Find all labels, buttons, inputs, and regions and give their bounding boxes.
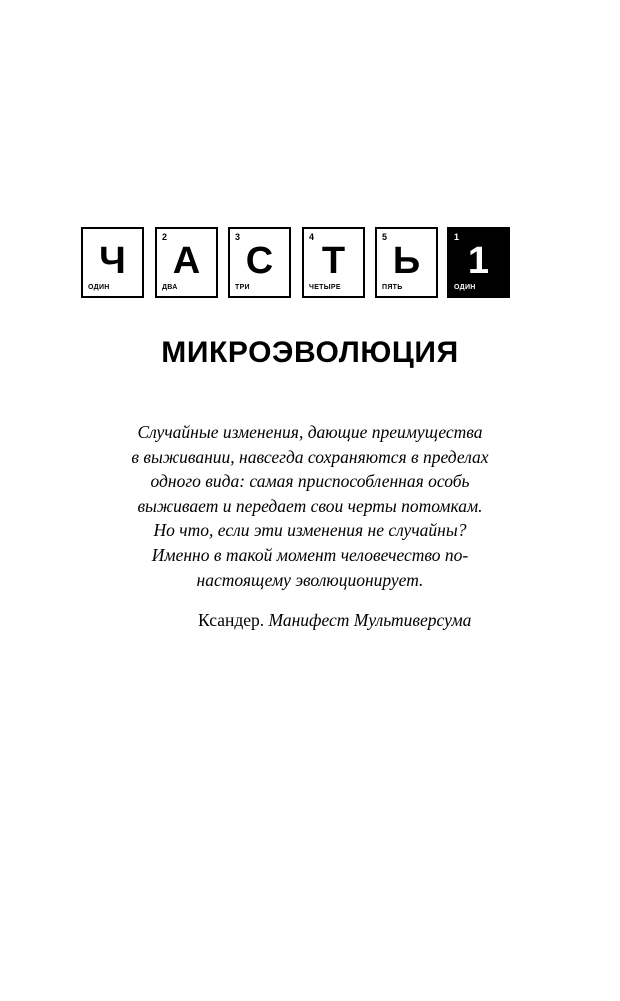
tile-number: 4 <box>309 232 315 242</box>
tile-number: 1 <box>454 232 460 242</box>
tile-number: 5 <box>382 232 388 242</box>
tile-letter-soft-sign <box>375 227 438 298</box>
epigraph-line: в выживании, навсегда сохраняются в пределах <box>131 446 489 467</box>
tile-number: 2 <box>162 232 168 242</box>
part-title-tiles <box>81 227 511 302</box>
tile-letter: 1 <box>467 240 490 282</box>
tile-word: ПЯТЬ <box>382 284 403 291</box>
epigraph-line: Именно в такой момент человечество по- <box>151 544 469 565</box>
epigraph-line: Но что, если эти изменения не случайны? <box>153 520 467 541</box>
tile-letter: С <box>245 240 274 282</box>
tile-letter-t <box>302 227 365 298</box>
tile-letter: Ь <box>392 240 421 282</box>
tile-letter: Ч <box>99 240 126 282</box>
tile-letter-ch <box>81 227 144 298</box>
attribution-work: Манифест Мультиверсума <box>268 610 472 630</box>
epigraph-line: одного вида: самая приспособленная особь <box>150 471 470 492</box>
attribution-author: Ксандер. <box>198 610 265 630</box>
epigraph-attribution <box>198 608 471 632</box>
part-subtitle: МИКРОЭВОЛЮЦИЯ <box>161 336 459 369</box>
epigraph-line: Случайные изменения, дающие преимущества <box>137 422 483 442</box>
tile-letter: Т <box>321 240 346 282</box>
tile-part-number <box>447 227 510 298</box>
tile-number: 3 <box>235 232 241 242</box>
tile-word: ОДИН <box>454 284 476 291</box>
epigraph-line: настоящему эволюционирует. <box>196 569 424 590</box>
epigraph-line: выживает и передает свои черты потомкам. <box>137 495 483 516</box>
tile-word: ЧЕТЫРЕ <box>309 284 341 291</box>
tile-word: ТРИ <box>235 284 250 291</box>
tile-letter-a <box>155 227 218 298</box>
tile-letter: А <box>172 240 201 282</box>
tile-word: ДВА <box>162 284 178 291</box>
tile-letter-s <box>228 227 291 298</box>
epigraph <box>60 420 560 592</box>
tile-word: ОДИН <box>88 284 110 291</box>
